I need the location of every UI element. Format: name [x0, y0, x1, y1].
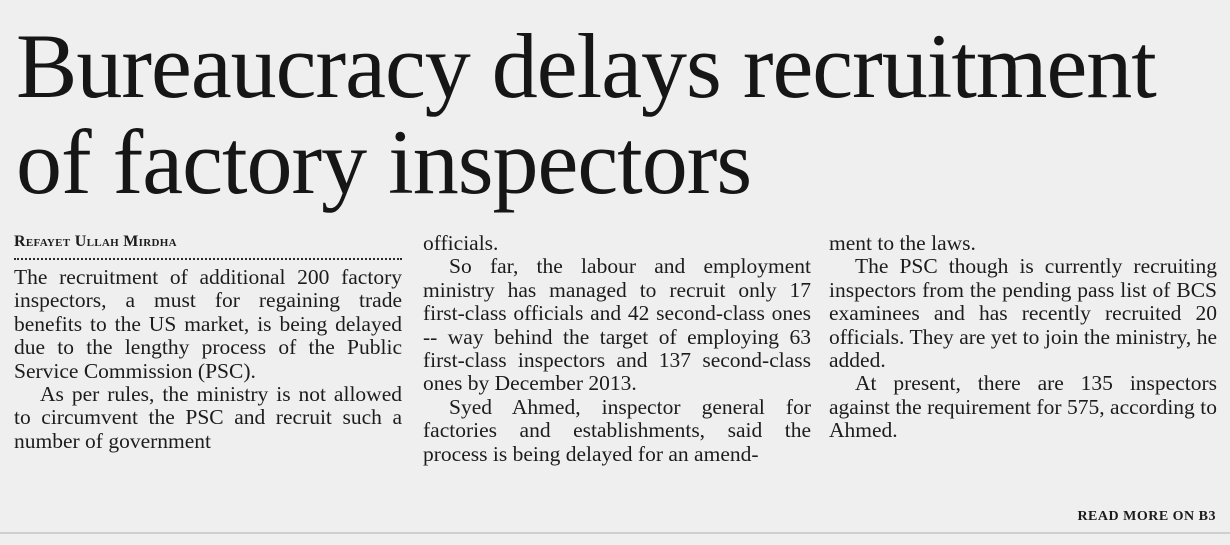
read-more-link[interactable]: READ MORE ON B3 — [1077, 509, 1216, 524]
byline-divider — [14, 258, 402, 260]
paragraph: As per rules, the ministry is not allowed to circumvent the PSC and recruit such a number of government — [14, 382, 402, 453]
paragraph: The recruitment of additional 200 factory inspectors, a must for regaining trade benefits to the US market, is being delayed due to the lengthy process of the Public Service Commission (PSC). — [14, 265, 402, 383]
bottom-divider — [0, 532, 1230, 534]
paragraph: So far, the labour and employment ministry has managed to recruit only 17 first-class officials and 42 second-class ones -- way behind the target of employing 63 first-class inspectors and 137 second-class ones by December 2013. — [423, 254, 811, 396]
paragraph: officials. — [423, 231, 499, 255]
headline — [16, 15, 1216, 213]
byline: Refayet Ullah Mirdha — [14, 233, 177, 250]
column-2 — [423, 232, 811, 466]
column-3 — [829, 232, 1217, 443]
paragraph: Syed Ahmed, inspector general for factories and establishments, said the process is being delayed for an amend- — [423, 394, 811, 466]
paragraph: At present, there are 135 inspectors against the requirement for 575, according to Ahmed. — [829, 371, 1217, 443]
paragraph: ment to the laws. — [829, 231, 976, 255]
column-1 — [14, 232, 402, 453]
headline-line-2: of factory inspectors — [16, 111, 752, 213]
paragraph: The PSC though is currently recruiting inspectors from the pending pass list of BCS examinees and has recently recruited 20 officials. They are yet to join the ministry, he added. — [829, 254, 1217, 373]
headline-line-1: Bureaucracy delays recruitment — [16, 15, 1156, 117]
